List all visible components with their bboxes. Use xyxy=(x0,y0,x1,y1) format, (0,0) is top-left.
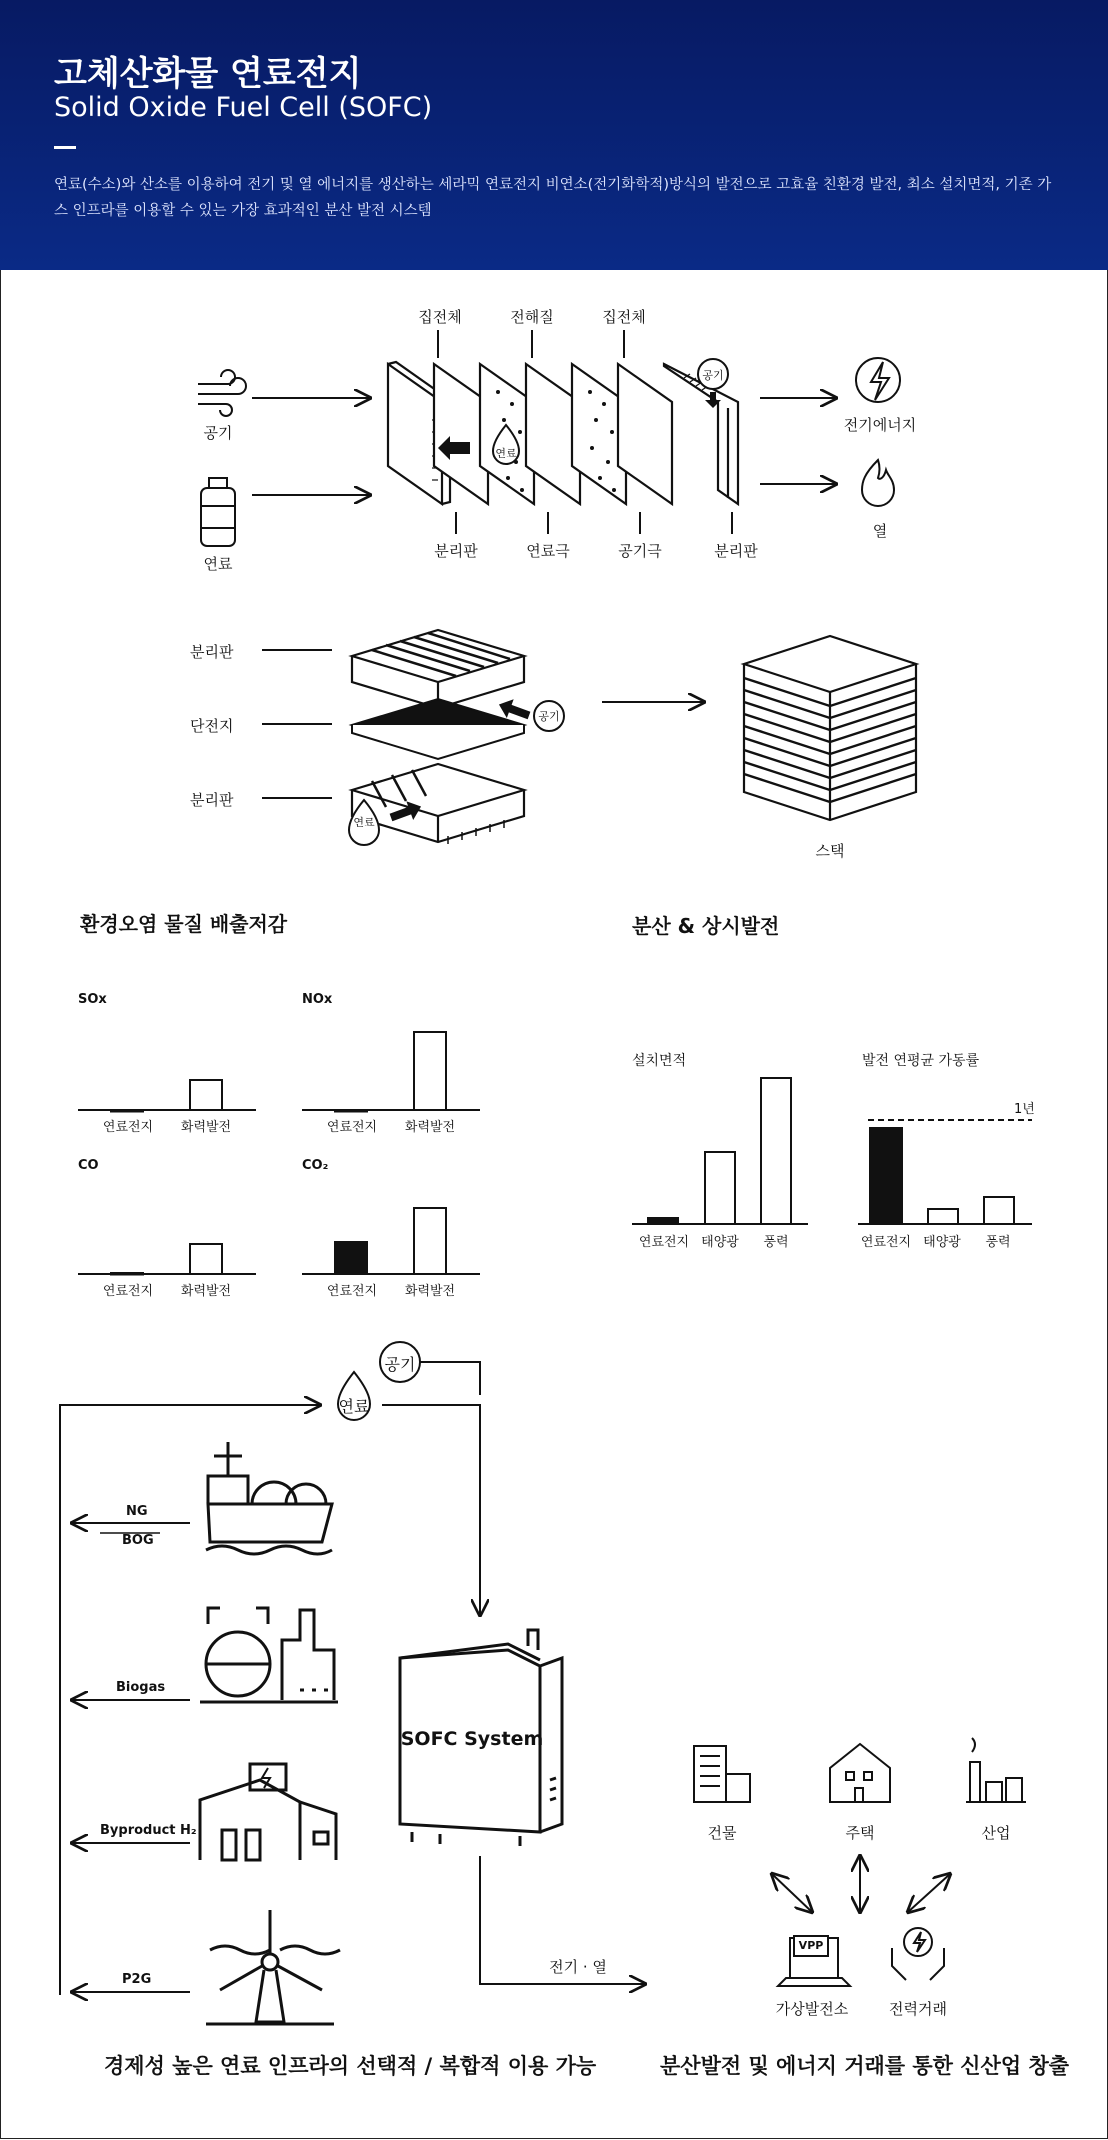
source-byproduct-h2: Byproduct H₂ xyxy=(100,1823,197,1838)
co-label-1: 연료전지 xyxy=(102,1284,154,1299)
label-heat: 열 xyxy=(872,522,888,540)
label-separator-2: 분리판 xyxy=(714,542,758,560)
sox-label-2: 화력발전 xyxy=(180,1120,232,1135)
stack-result-label: 스택 xyxy=(815,842,845,860)
fuel-tank-icon xyxy=(201,478,235,546)
source-bog: BOG xyxy=(122,1533,154,1548)
bar-2-thermal xyxy=(190,1244,222,1274)
stack-fuel-bubble-text: 연료 xyxy=(353,816,375,829)
rate-bar-solar xyxy=(928,1209,958,1224)
system-fuel-text: 연료 xyxy=(338,1397,370,1416)
industry-icon xyxy=(966,1738,1026,1802)
bar-3-thermal xyxy=(414,1208,446,1274)
page-title: 고체산화물 연료전지 xyxy=(54,54,362,94)
cell-fuel-bubble-text: 연료 xyxy=(495,447,517,460)
unit-cell xyxy=(352,699,524,759)
nox-label-1: 연료전지 xyxy=(326,1120,378,1135)
label-electric-energy: 전기에너지 xyxy=(843,416,917,434)
area-label-1: 연료전지 xyxy=(638,1235,690,1250)
area-label-3: 풍력 xyxy=(763,1235,789,1250)
rate-label-1: 연료전지 xyxy=(860,1235,912,1250)
cell-air-bubble-text: 공기 xyxy=(702,369,724,382)
consumer-house: 주택 xyxy=(845,1824,875,1842)
nox-label-2: 화력발전 xyxy=(404,1120,456,1135)
chart-co2-name: CO₂ xyxy=(302,1158,329,1173)
label-electrolyte: 전해질 xyxy=(510,308,554,326)
sofc-system-label: SOFC System xyxy=(400,1728,544,1750)
biogas-plant-icon xyxy=(200,1608,338,1702)
footer-left: 경제성 높은 연료 인프라의 선택적 / 복합적 이용 가능 xyxy=(104,2054,597,2078)
ship-icon xyxy=(206,1442,332,1554)
wind-turbine-icon xyxy=(206,1910,340,2024)
consumer-building: 건물 xyxy=(707,1824,737,1842)
label-fuel-input: 연료 xyxy=(203,555,233,573)
co-label-2: 화력발전 xyxy=(180,1284,232,1299)
bar-1-thermal xyxy=(414,1032,446,1110)
distributed-title: 분산 & 상시발전 xyxy=(632,914,780,938)
co2-label-2: 화력발전 xyxy=(404,1284,456,1299)
vpp-label: 가상발전소 xyxy=(775,2000,849,2018)
stack-label-unit-cell: 단전지 xyxy=(190,717,234,735)
bar-0-thermal xyxy=(190,1080,222,1110)
chart-sox-name: SOx xyxy=(78,992,107,1007)
rate-bar-fuelcell xyxy=(870,1128,902,1224)
separator-plate-top xyxy=(352,630,524,708)
bar-2-fuelcell xyxy=(111,1273,143,1275)
stack-label-separator-bottom: 분리판 xyxy=(190,791,234,809)
consumer-industry: 산업 xyxy=(981,1824,1011,1842)
label-collector-1: 집전체 xyxy=(418,308,462,326)
chart-co-name: CO xyxy=(78,1158,99,1173)
factory-icon xyxy=(200,1764,336,1860)
area-label-2: 태양광 xyxy=(701,1235,739,1250)
source-biogas: Biogas xyxy=(116,1680,166,1695)
house-icon xyxy=(830,1744,890,1802)
stack-label-separator-top: 분리판 xyxy=(190,643,234,661)
bar-1-fuelcell xyxy=(335,1110,367,1112)
rate-bar-wind xyxy=(984,1197,1014,1224)
area-chart-title: 설치면적 xyxy=(632,1053,687,1069)
label-collector-2: 집전체 xyxy=(602,308,646,326)
lightning-icon xyxy=(856,358,900,402)
bar-3-fuelcell xyxy=(335,1242,367,1274)
power-trade-icon xyxy=(892,1928,944,1980)
flame-icon xyxy=(862,460,894,506)
area-bar-solar xyxy=(705,1152,735,1224)
sox-label-1: 연료전지 xyxy=(102,1120,154,1135)
stack-icon xyxy=(744,636,916,820)
bar-0-fuelcell xyxy=(111,1110,143,1112)
source-p2g: P2G xyxy=(122,1972,152,1987)
building-icon xyxy=(694,1746,750,1802)
vpp-icon-text: VPP xyxy=(798,1939,824,1952)
area-bar-wind xyxy=(761,1078,791,1224)
rate-label-3: 풍력 xyxy=(985,1235,1011,1250)
air-input-icon xyxy=(198,370,246,416)
label-anode: 연료극 xyxy=(526,542,570,560)
system-air-text: 공기 xyxy=(384,1355,416,1374)
label-cathode: 공기극 xyxy=(618,542,662,560)
source-ng: NG xyxy=(126,1504,148,1519)
footer-right: 분산발전 및 에너지 거래를 통한 신산업 창출 xyxy=(660,2054,1070,2078)
chart-nox-name: NOx xyxy=(302,992,333,1007)
rate-ref-label: 1년 xyxy=(1014,1102,1035,1117)
label-separator-1: 분리판 xyxy=(434,542,478,560)
rate-chart-title: 발전 연평균 가동률 xyxy=(862,1053,980,1069)
power-trade-label: 전력거래 xyxy=(889,2000,947,2018)
page-subtitle: Solid Oxide Fuel Cell (SOFC) xyxy=(54,92,433,123)
area-bar-fuelcell xyxy=(648,1218,678,1224)
label-air-input: 공기 xyxy=(203,424,233,442)
output-label: 전기 · 열 xyxy=(549,1958,607,1976)
rate-label-2: 태양광 xyxy=(923,1235,961,1250)
cell-layers xyxy=(388,362,738,504)
stack-air-bubble-text: 공기 xyxy=(538,710,560,723)
emissions-title: 환경오염 물질 배출저감 xyxy=(80,912,288,936)
co2-label-1: 연료전지 xyxy=(326,1284,378,1299)
page-description: 연료(수소)와 산소를 이용하여 전기 및 열 에너지를 생산하는 세라믹 연료전지 비연소(전기화학적)방식의 발전으로 고효율 친환경 발전, 최소 설치면적, 기존 가스 인프라를 이용할 수 있는 가장 효과적인 분산 발전 시스템 xyxy=(54,177,1052,219)
